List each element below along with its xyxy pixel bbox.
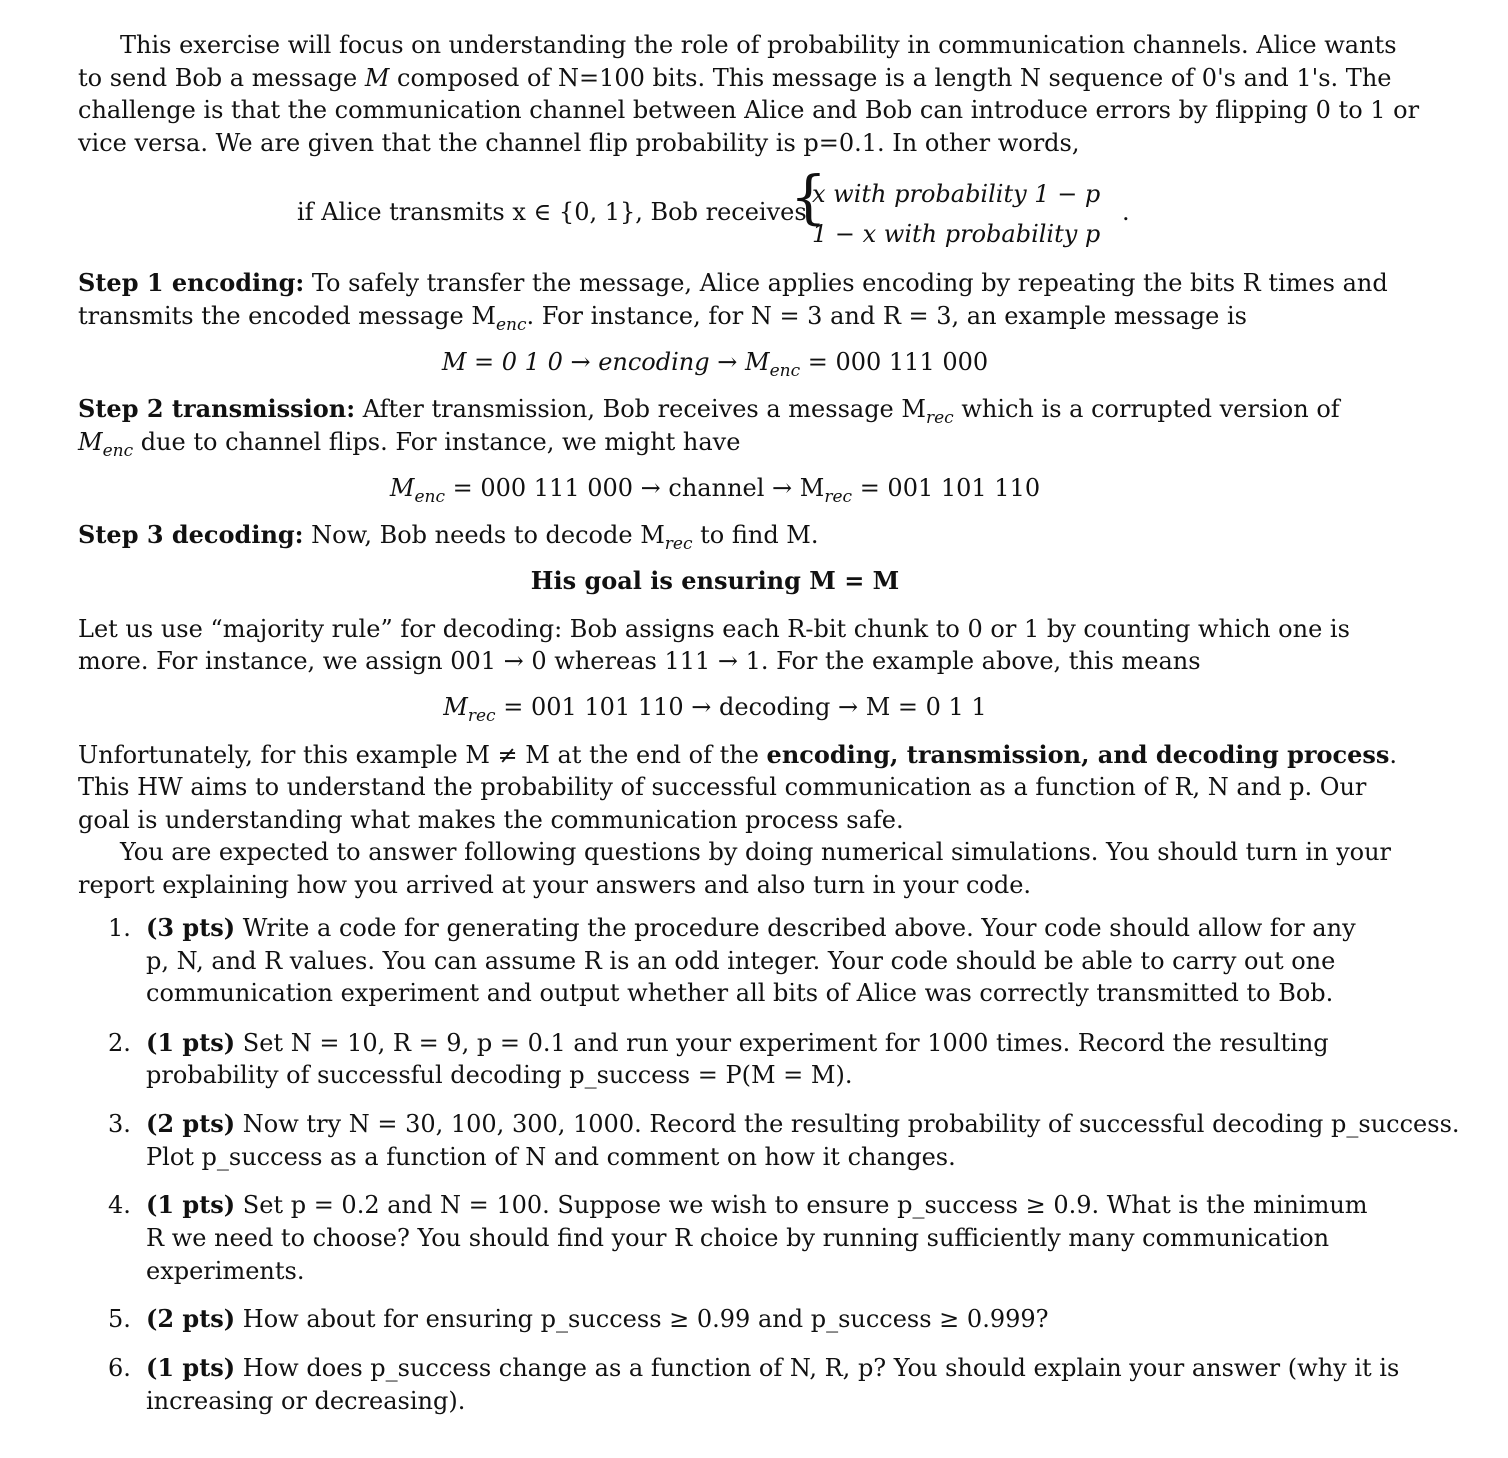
intro-line-2: to send Bob a message M composed of N=100 bits. This message is a length N sequence of 0's and 1's. The xyxy=(78,64,1392,92)
question-1-line-1: (3 pts) Write a code for generating the procedure described above. Your code should allow for any xyxy=(146,913,1356,942)
step2-equation: $M_{enc} = 000$ 111 000 → channel → $M_{rec} = 001$ 101 110 xyxy=(389,474,1041,507)
majority-line-1: Let us use “majority rule” for decoding: Bob assigns each R-bit chunk to 0 or 1 by counting which one is xyxy=(78,615,1350,643)
step2-line-2: $M_{enc}$ due to channel flips. For instance, we might have xyxy=(78,428,741,461)
question-4-line-1: (1 pts) Set p = 0.2 and N = 100. Suppose we wish to ensure p_success ≥ 0.9. What is the minimum xyxy=(146,1190,1368,1219)
question-5-number: 5. xyxy=(108,1305,131,1333)
question-4-line-2: R we need to choose? You should find your R choice by running sufficiently many communication xyxy=(146,1224,1330,1252)
question-3-line-2: Plot p_success as a function of N and comment on how it changes. xyxy=(146,1143,956,1171)
step3-goal: His goal is ensuring M = M xyxy=(530,566,900,595)
step1-line-2: transmits the encoded message $M_{enc}$. For instance, for N = 3 and R = 3, an example message is xyxy=(78,302,1247,335)
equation-period: . xyxy=(1122,198,1130,226)
intro-line-4: vice versa. We are given that the channel flip probability is p=0.1. In other words, xyxy=(78,129,1080,157)
step1-equation: M = 0 1 0 → encoding → $M_{enc} = 000$ 111 000 xyxy=(441,348,989,381)
question-1-number: 1. xyxy=(108,914,131,942)
question-1-line-3: communication experiment and output whether all bits of Alice was correctly transmitted to Bob. xyxy=(146,979,1334,1007)
question-2-line-2: probability of successful decoding p_success = P(M = M). xyxy=(146,1061,853,1089)
question-1-line-2: p, N, and R values. You can assume R is an odd integer. Your code should be able to carry out one xyxy=(146,947,1336,975)
question-6-line-2: increasing or decreasing). xyxy=(146,1387,466,1415)
cases-brace: { xyxy=(790,163,827,231)
intro-line-1: This exercise will focus on understanding the role of probability in communication channels. Alice wants xyxy=(120,31,1397,59)
question-6-line-1: (1 pts) How does p_success change as a function of N, R, p? You should explain your answer (why it is xyxy=(146,1353,1400,1382)
intro-line-3: challenge is that the communication channel between Alice and Bob can introduce errors by flipping 0 to 1 or xyxy=(78,96,1420,124)
unfortunate-line-3: goal is understanding what makes the communication process safe. xyxy=(78,806,904,834)
majority-line-2: more. For instance, we assign 001 → 0 whereas 111 → 1. For the example above, this means xyxy=(78,647,1201,675)
question-6-number: 6. xyxy=(108,1354,131,1382)
instructions-line-2: report explaining how you arrived at your answers and also turn in your code. xyxy=(78,871,1032,899)
question-5-line-1: (2 pts) How about for ensuring p_success ≥ 0.99 and p_success ≥ 0.999? xyxy=(146,1304,1049,1333)
question-3-line-1: (2 pts) Now try N = 30, 100, 300, 1000. Record the resulting probability of successful decoding p_success. xyxy=(146,1109,1460,1138)
question-4-number: 4. xyxy=(108,1191,131,1219)
step3-line: Step 3 decoding: Now, Bob needs to decode $M_{rec}$ to find M. xyxy=(78,520,819,554)
question-2-number: 2. xyxy=(108,1029,131,1057)
question-4-line-3: experiments. xyxy=(146,1257,305,1285)
step1-line-1: Step 1 encoding: To safely transfer the message, Alice applies encoding by repeating the bits R times and xyxy=(78,268,1388,297)
channel-case-2: 1 − x with probability p xyxy=(812,220,1101,248)
channel-condition: if Alice transmits x ∈ {0, 1}, Bob receives xyxy=(297,198,807,226)
channel-case-1: x with probability 1 − p xyxy=(812,180,1101,208)
majority-equation: $M_{rec} = 001$ 101 110 → decoding → M = 0 1 1 xyxy=(443,693,987,726)
step2-line-1: Step 2 transmission: After transmission, Bob receives a message $M_{rec}$ which is a corrupted version of xyxy=(78,394,1340,428)
instructions-line-1: You are expected to answer following questions by doing numerical simulations. You should turn in your xyxy=(120,838,1392,866)
unfortunate-line-2: This HW aims to understand the probability of successful communication as a function of R, N and p. Our xyxy=(78,773,1367,801)
unfortunate-line-1: Unfortunately, for this example M ≠ M at the end of the encoding, transmission, and decoding process. xyxy=(78,740,1398,769)
question-2-line-1: (1 pts) Set N = 10, R = 9, p = 0.1 and run your experiment for 1000 times. Record the resulting xyxy=(146,1028,1329,1057)
question-3-number: 3. xyxy=(108,1110,131,1138)
